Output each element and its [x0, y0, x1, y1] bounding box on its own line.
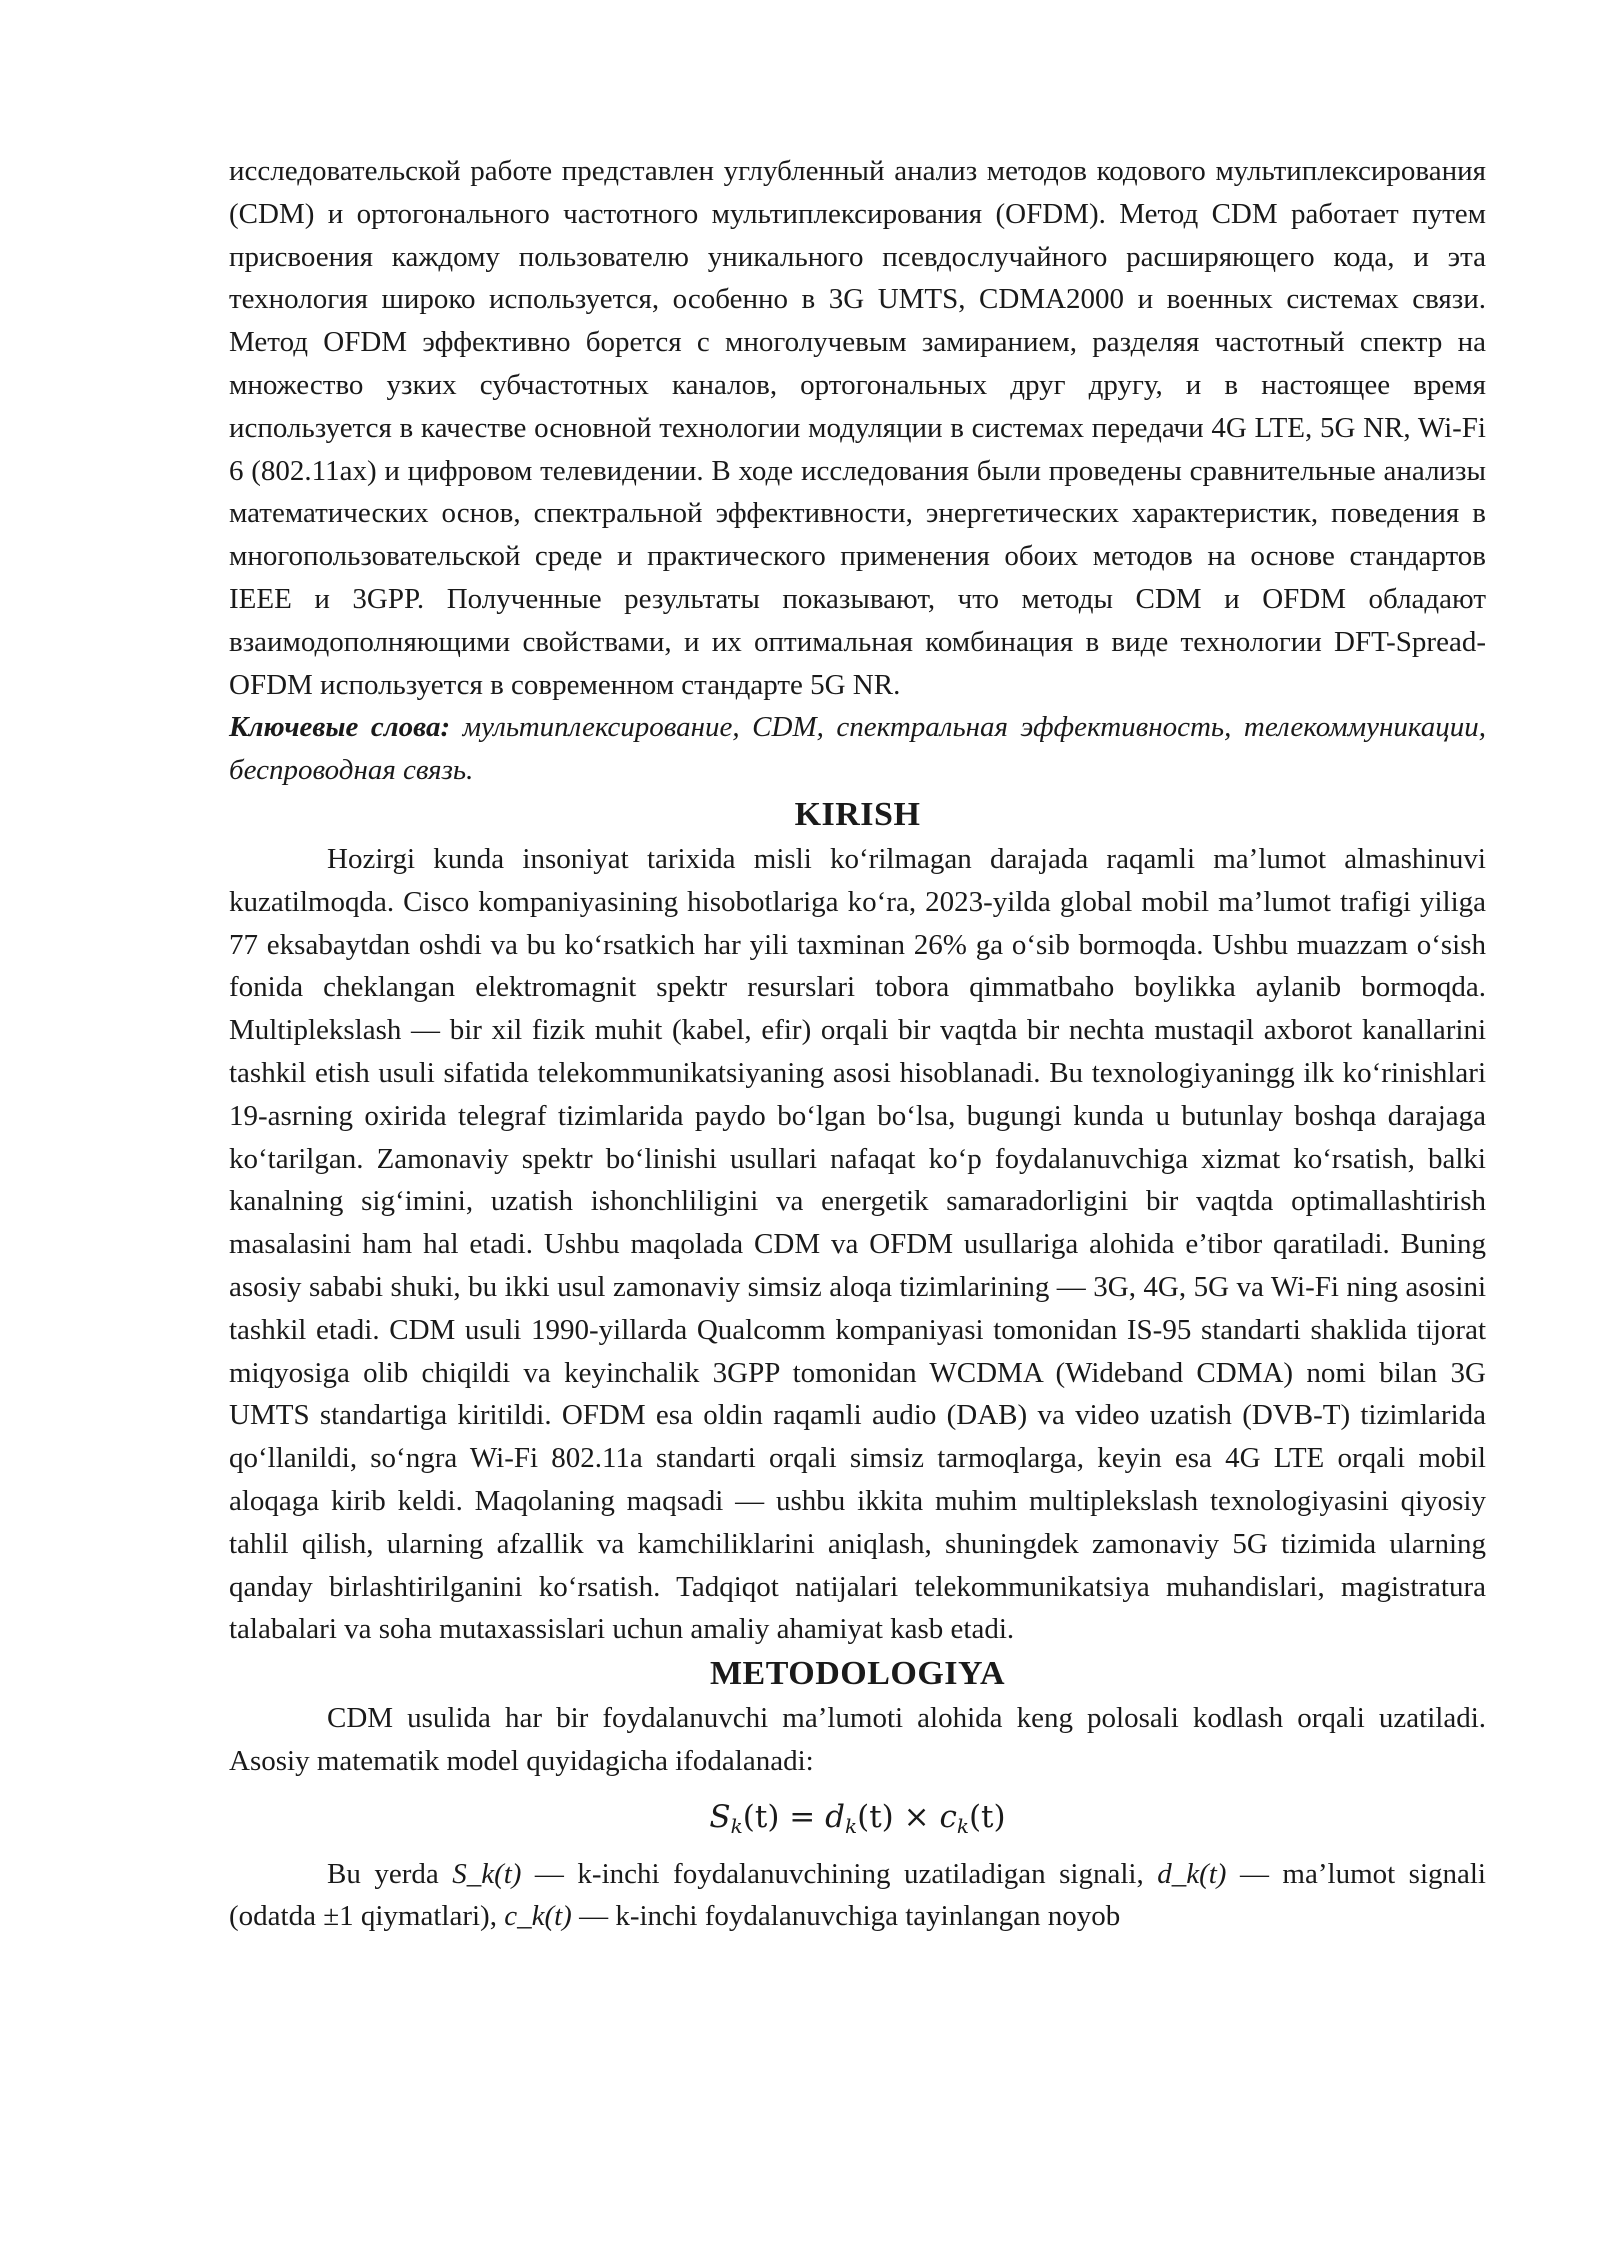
variable-d-k: d_k(t) — [1157, 1857, 1227, 1890]
section-heading-intro: KIRISH — [794, 795, 921, 833]
variables-paragraph — [229, 1853, 1486, 1939]
document-page — [229, 150, 1486, 1938]
section-heading-method: METODOLOGIYA — [709, 1655, 1006, 1693]
keywords-label: Ключевые слова: — [229, 711, 451, 744]
variable-s-k: S_k(t) — [452, 1857, 522, 1890]
variable-c-k: c_k(t) — [504, 1900, 572, 1933]
variables-text-4: — k-inchi foydalanuvchiga tayinlangan noyob — [571, 1900, 1121, 1933]
variables-text-1: Bu yerda — [327, 1857, 453, 1890]
keywords-list: мультиплексирование, CDM, спектральная эффективность, телекоммуникации, беспроводная связь. — [229, 711, 1486, 787]
formula-arg-3: (t) — [968, 1798, 1006, 1835]
formula-d: d — [825, 1798, 845, 1835]
formula-arg-1: (t) — [742, 1798, 780, 1835]
formula-s: S — [709, 1798, 731, 1835]
formula-arg-2: (t) — [857, 1798, 894, 1835]
abstract-paragraph: исследовательской работе представлен углубленный анализ методов кодового мультиплексирования (CDM) и ортогонального частотного мультиплексирования (OFDM). Метод CDM работает путем присвоения каждому пользователю уникального псевдослучайного расширяющего кода, и эта технология широко используется, особенно в 3G UMTS, CDMA2000 и военных системах связи. Метод OFDM эффективно борется с многолучевым замиранием, разделяя частотный спектр на множество узких субчастотных каналов, ортогональных друг другу, и в настоящее время используется в качестве основной технологии модуляции в системах передачи 4G LTE, 5G NR, Wi-Fi 6 (802.11ax) и цифровом телевидении. В ходе исследования были проведены сравнительные анализы математических основ, спектральной эффективности, энергетических характеристик, поведения в многопользовательской среде и практического применения обоих методов на основе стандартов IEEE и 3GPP. Полученные результаты показывают, что методы CDM и OFDM обладают взаимодополняющими свойствами, и их оптимальная комбинация в виде технологии DFT-Spread-OFDM используется в современном стандарте 5G NR. — [229, 155, 1486, 701]
formula-c: c — [939, 1798, 957, 1835]
formula-c-sub: k — [956, 1813, 969, 1838]
variables-text-3: — ma’lumot signali (odatda ±1 qiymatlari), — [229, 1857, 1486, 1933]
intro-paragraph: Hozirgi kunda insoniyat tarixida misli ko‘rilmagan darajada raqamli ma’lumot almashinuvi kuzatilmoqda. Cisco kompaniyasining hisobotlariga ko‘ra, 2023-yilda global mobil ma’lumot trafigi yiliga 77 eksabaytdan oshdi va bu ko‘rsatkich har yili taxminan 26% ga o‘sib bormoqda. Ushbu muazzam o‘sish fonida cheklangan elektromagnit spektr resurslari tobora qimmatbaho boylikka aylanib bormoqda. Multiplekslash — bir xil fizik muhit (kabel, efir) orqali bir vaqtda bir nechta mustaqil axborot kanallarini tashkil etish usuli sifatida telekommunikatsiyaning asosi hisoblanadi. Bu texnologiyaningg ilk ko‘rinishlari 19-asrning oxirida telegraf tizimlarida paydo bo‘lgan bo‘lsa, bugungi kunda u butunlay boshqa darajaga ko‘tarilgan. Zamonaviy spektr bo‘linishi usullari nafaqat ko‘p foydalanuvchiga xizmat ko‘rsatish, balki kanalning sig‘imini, uzatish ishonchliligini va energetik samaradorligini bir vaqtda optimallashtirish masalasini ham hal etadi. Ushbu maqolada CDM va OFDM usullariga alohida e’tibor qaratiladi. Buning asosiy sababi shuki, bu ikki usul zamonaviy simsiz aloqa tizimlarining — 3G, 4G, 5G va Wi-Fi ning asosini tashkil etadi. CDM usuli 1990-yillarda Qualcomm kompaniyasi tomonidan IS-95 standarti shaklida tijorat miqyosiga olib chiqildi va keyinchalik 3GPP tomonidan WCDMA (Wideband CDMA) nomi bilan 3G UMTS standartiga kiritildi. OFDM esa oldin raqamli audio (DAB) va video uzatish (DVB-T) tizimlarida qo‘llanildi, so‘ngra Wi-Fi 802.11a standarti orqali simsiz tarmoqlarga, keyin esa 4G LTE orqali mobil aloqaga kirib keldi. Maqolaning maqsadi — ushbu ikkita muhim multiplekslash texnologiyasini qiyosiy tahlil qilish, ularning afzallik va kamchiliklarini aniqlash, shuningdek zamonaviy 5G tizimida ularning qanday birlashtirilganini ko‘rsatish. Tadqiqot natijalari telekommunikatsiya muhandislari, magistratura talabalari va soha mutaxassislari uchun amaliy ahamiyat kasb etadi. — [229, 842, 1486, 1646]
formula-s-sub: k — [730, 1813, 743, 1838]
variables-text-2: — k-inchi foydalanuvchining uzatiladigan signali, — [521, 1857, 1158, 1890]
formula-times: × — [893, 1798, 940, 1835]
method-paragraph: CDM usulida har bir foydalanuvchi ma’lumoti alohida keng polosali kodlash orqali uzatiladi. Asosiy matematik model quyidagicha ifodalanadi: — [229, 1702, 1486, 1777]
cdm-formula — [229, 1783, 1486, 1853]
keywords-line — [229, 706, 1486, 792]
formula-equals: = — [779, 1798, 826, 1835]
formula-d-sub: k — [844, 1813, 858, 1838]
